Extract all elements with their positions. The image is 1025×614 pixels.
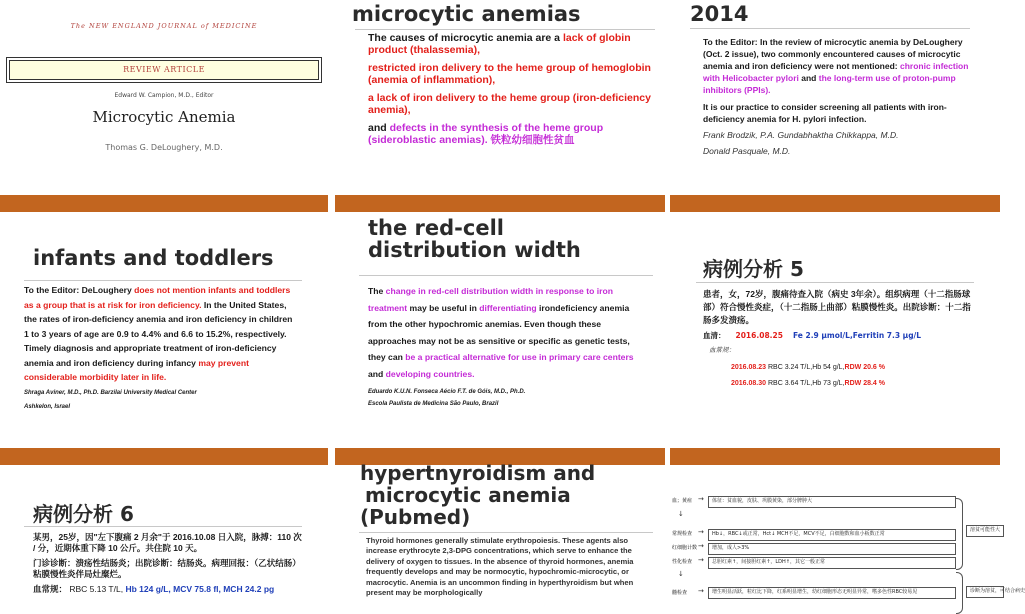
paragraph-1: To the Editor: In the review of microcytic anemia by DeLoughery (Oct. 2 issue), two commonly encountered causes of microcytic anemia and iron deficiency were not mentioned: chronic infection with Helicobacter pylori and the long-term use of proton-pump inhibitors (PPIs). [703,37,969,95]
signature-1: Shraga Aviner, M.D., Ph.D. Barzilai University Medical Center [24,389,197,396]
slide-8[interactable] [335,461,665,600]
article-title: Microcytic Anemia [92,108,236,126]
heading-divider [690,28,970,29]
editor-line: Edward W. Campion, M.D., Editor [114,92,214,99]
diagnosis: 门诊诊断：溃疡性结肠炎；出院诊断：结肠炎。病理回报：（乙状结肠）粘膜慢性炎伴局灶糜烂。 [33,558,301,579]
flow-label-5: 髓检查 [672,590,688,596]
slide-body [368,283,640,410]
blood-row-1: 2016.08.23 RBC 3.24 T/L,Hb 54 g/L,RDW 20.6 % [731,364,885,371]
arrow-right-icon: → [698,556,704,564]
slide-accent-bar [670,448,1000,465]
flow-label-1: 血；黄疸 [672,498,693,504]
paragraph-1: To the Editor: DeLoughery does not mention infants and toddlers as a group that is at risk for iron deficiency. In the United States, the rates of iron-deficiency anemia and iron deficiency in children 1 to 3 years of age are 0.9 to 4.4% and 6.6 to 15.2%, respectively. Timely diagnosis and appropriate treatment of iron-deficiency anemia and iron deficiency during infancy may prevent considerable morbidity later in life. [24,285,293,382]
slide-accent-bar [0,195,328,212]
slide-body [33,532,303,595]
blood-row-2: 2016.08.30 RBC 3.64 T/L,Hb 73 g/L,RDW 28.4 % [731,380,885,387]
flow-box-1: 体征：贫血貌，皮肤、巩膜黄染，部分脾肿大 [708,496,956,508]
slide-accent-bar [335,195,665,212]
paragraph-2: restricted iron delivery to the heme group of hemoglobin (anemia of inflammation), [368,62,651,86]
slide-7[interactable] [0,472,328,600]
signature-1: Frank Brodzik, P.A. Gundabhaktha Chikkappa, M.D. [703,130,899,140]
slide-heading-line-1: the red-cell [368,216,504,240]
blood-routine: 血常规： RBC 5.13 T/L, Hb 124 g/L, MCV 75.8 fl, MCH 24.2 pg [33,584,275,594]
paragraph-3: a lack of iron delivery to the heme group (iron-deficiency anemia), [368,92,651,116]
slide-heading: 病例分析 5 [703,257,804,281]
paragraph-2: It is our practice to consider screening all patients with iron-deficiency anemia for H. pylori infection. [703,102,947,124]
flow-result-1: 溶贫可能性大 [966,525,1004,537]
paragraph-1: The change in red-cell distribution width in response to iron treatment may be useful in differentiating irondeficiency anemia from the other hypochromic anemias. Even though these approaches may not be as sensitive or specific as genetic tests, they can be a practical alternative for use in primary care centers and developing countries. [368,286,634,379]
review-article-label: REVIEW ARTICLE [123,65,205,74]
slide-heading-line-3: (Pubmed) [360,505,471,529]
slide-body: Thyroid hormones generally stimulate erythropoiesis. These agents also increase erythrocyte 2,3-DPG concentrations, which serve to enhance the delivery of oxygen to tissues. In the absence of thyroid hormones, anemia frequently develops and may be normocytic, hypochromic-microcytic, or macrocytic. Anemia is an uncommon finding in hyperthyroidism but when present may be morphologically [366,536,634,598]
slide-heading: microcytic anemias [352,2,581,26]
case-description: 患者，女，72岁，腹痛待查入院（病史 3年余）。组织病理（十二指肠球部）符合慢性炎症，（十二指肠上曲部）粘膜慢性炎。出院诊断：十二指肠多发溃疡。 [703,289,971,325]
arrow-right-icon: → [698,495,704,503]
slide-accent-bar [0,448,328,465]
slide-heading-line-2: distribution width [368,238,581,262]
article-author: Thomas G. DeLoughery, M.D. [105,143,223,152]
flow-box-5: 增生明显活跃，粒红比下降，红系明显增生，幼红细胞形态无明显异常，嗜多色性RBC较易见 [708,587,956,599]
arrow-right-icon: → [698,587,704,595]
journal-name: The NEW ENGLAND JOURNAL of MEDICINE [70,22,258,30]
paragraph-1: The causes of microcytic anemia are a lack of globin product (thalassemia), [368,32,631,56]
heading-divider [359,532,653,533]
heading-divider [24,526,302,527]
flow-box-3: 增加，成人>3% [708,543,956,555]
blood-routine-label: 血常规： [709,347,735,354]
slide-heading: 病例分析 6 [33,502,134,526]
signature-2: Ashkelon, Israel [24,404,71,410]
flow-bracket-2 [956,572,963,614]
slide-9[interactable] [670,472,1025,600]
arrow-right-icon: → [698,528,704,536]
slide-body [24,283,294,415]
slide-4[interactable] [0,220,328,465]
slide-5[interactable] [335,216,665,465]
signature-2: Escola Paulista de Medicina São Paulo, Brazil [368,401,499,407]
slide-2[interactable] [335,0,665,212]
serum-line: 血清： 2016.08.25 Fe 2.9 μmol/L,Ferritin 7.3 μg/L [703,331,922,340]
heading-divider [24,280,302,281]
signature-2: Donald Pasquale, M.D. [703,146,791,156]
flow-result-2: 诊断为溶贫，可结合病史 [966,586,1004,598]
slide-3[interactable] [670,0,1000,212]
slide-accent-bar [670,195,1000,212]
heading-divider [696,282,974,283]
slide-heading-line-1: hypertnyroidism and [360,461,596,485]
review-article-box [6,57,322,83]
slide-1[interactable] [0,0,328,212]
flow-bracket-1 [956,498,963,570]
slide-heading: infants and toddlers [33,246,274,270]
flow-box-4: 总胆红素↑，间接胆红素↑，LDH↑，其它一般正常 [708,557,956,569]
heading-divider [355,29,655,30]
slide-body [703,36,971,157]
arrow-down-icon: ↓ [678,570,684,578]
slide-body [703,288,973,390]
slide-heading-line-2: microcytic anemia [365,483,571,507]
flow-label-3: 红细胞计数 [672,545,698,551]
slide-heading: 2014 [690,2,749,26]
case-description: 某男，25岁，因"左下腹痛 2 月余"于 2016.10.08 日入院，脉搏：110 次 / 分，近期体重下降 10 公斤。共住院 10 天。 [33,532,302,553]
signature-1: Eduardo K.U.N. Fonseca Aécio F.T. de Góis, M.D., Ph.D. [368,389,526,395]
slide-body [368,32,668,146]
slide-6[interactable] [670,220,1000,465]
arrow-right-icon: → [698,542,704,550]
flow-box-2: Hb↓，RBC↓或正常，Hct↓ MCH不足，MCV不足，白细胞数和血小板数正常 [708,529,956,541]
heading-divider [359,275,653,276]
paragraph-4: and defects in the synthesis of the heme group (sideroblastic anemias). 铁粒幼细胞性贫血 [368,122,604,146]
flow-label-2: 常规检查 [672,531,693,537]
flow-label-4: 性化检查 [672,559,693,565]
arrow-down-icon: ↓ [678,510,684,518]
